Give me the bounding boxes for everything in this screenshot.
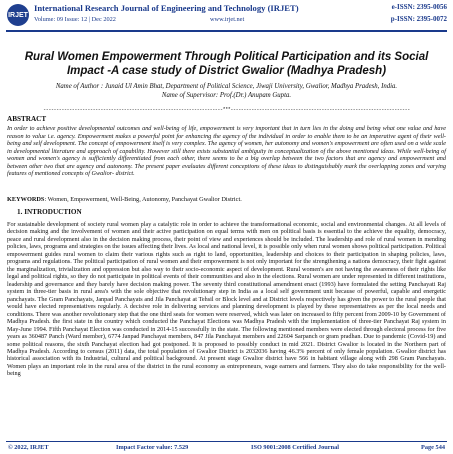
introduction-text: For sustainable development of society rural women play a catalytic role in order to achieve the transformational economic, social and environmental changes. At all levels of decision making and the involvement of women and their active participation on equal terms with men on political basis is essential to the achieve the equality, democracy, peace and rural development also in the decision making process, their point of view and experiences should be included. The leadership and role of rural women in mending policies, laws, programs and strategies on the issues affecting their lives. As local and national level, it is possible only when rural women shows political participation. Political empowerment guides rural women to claim their various rights such as right to land, opportunities, leadership and choices to their participation in shaping policies, laws, programs and regulations. The political participation of rural women and their empowerment is not only important for the strengthening a nations democracy, their fight against the marginalization, trivialization and oppression but also way to their socio-economic aspect of development. Rural women's are not having the awareness of their rights like legal and political rights, so they do not participate in political events of their communities and also in the elections. Rural women are under represented in different institutions, leadership and governance and they barely have decision making power. The seventy third constitutional amendment enact (1993) have formulated the setting Panchayati Raj system in three-tier basis in rural area's with the sole objective that revolutionary step in India as a local self government unit because of powerful, capable and energetic panchayats. The Gram Panchayats, Janpad Panchayats and Jila Panchayat at Tehsil or Block level and at District levels respectively has given the power to the rural people that would have elected representatives regularly. A decisive role in delivering services and planning development is played by these representatives as per the local needs and conditions. There was another revolutionary step that the one third seats for women were reserved, which was later on increased to fifty percent from 2009-10 by Government of Madhya Pradesh. the first state in the country which conducted the Panchayat Elections was Madhya Pradesh with the implementation of three-tier Panchayat Raj system in May-June 1994. Fifth Panchayat Election was conducted in 2014-15 successfully in the state. The following mentioned members were elected through electoral process for five years as 360487 Panch (Ward member), 6774 Janpad Panchayat members, 847 Jila Panchayat members and 22604 Sarpanch or gram pradhan. Due to pandemic (Covid-19) and some political reasons, the sixth Panchayat election had got postponed. It is proposed to possibly conduct in mid 2021. District Gwalior is located in the Northern part of Madhya Pradesh. According to census (2011) data, the total population of Gwalior District is 2032036 having 46.3% percent of only female population. Gwalior district has historical association with its Industrial, cultural and political background. At present stage Gwalior district have 566 in habitant village along with 298 Gram Panchayats. Women plays an important role in the rural area of the district in the rural economy as entrepreneurs, wage earners and farmers. They also do take responsibility for the well-being — [7, 221, 446, 378]
keywords-list: : Women, Empowerment, Well-Being, Autonomy, Panchayat Gwalior District. — [44, 196, 242, 203]
e-issn: e-ISSN: 2395-0056 — [391, 3, 447, 11]
copyright: © 2022, IRJET — [8, 444, 49, 451]
impact-factor: Impact Factor value: 7.529 — [116, 444, 189, 451]
journal-title: International Research Journal of Engineering and Technology (IRJET) — [34, 3, 299, 13]
keywords — [7, 196, 446, 203]
keywords-label: KEYWORDS — [7, 196, 45, 203]
author-block — [20, 83, 433, 100]
page-number: Page 544 — [421, 444, 445, 451]
irjet-logo: IRJET — [7, 4, 29, 26]
section-heading: 1. INTRODUCTION — [17, 208, 82, 216]
abstract-text: In order to achieve positive developmental outcomes and well-being of life, empowerment is very important that in turn lies in the doing and being what one value and have reason to value i.e. agency. Empowerment makes a powerful point for enhancing the agency of the individual in order to enable them to be an imperative agent of their well-being and self development. The concept of empowerment itself is very complex. The agency of women, her autonomy and women's empowerment are often used on a wide scale in developmental literature and approach of capability. However still there exists substantial ambiguity in conceptualization of the above mentioned ideas. While well-being of women and women's agency is sufficiently differentiated from each other, there seems to be a big overlap between the two factors that are agency and empowerment and between other two that are agency and autonomy. The present paper evaluates different conceptions of these ideas to distinguishably mark the overlapping zones and varying features of mentioned concepts of Gwalior- district. — [7, 125, 446, 178]
header-rule — [6, 30, 447, 32]
iso-cert: ISO 9001:2008 Certified Journal — [251, 444, 339, 451]
paper-title: Rural Women Empowerment Through Political Participation and its Social Impact -A case study of District Gwalior (Madhya Pradesh) — [24, 51, 429, 77]
separator: ---------------------------------------------------------------------***--------------------------------------------------------------------- — [43, 107, 410, 113]
author-line: Name of Author : Junaid Ul Amin Bhat, Department of Political Science, Jiwaji University, Gwalior, Madhya Pradesh, India. — [55, 83, 398, 90]
journal-header — [0, 0, 453, 38]
volume-issue: Volume: 09 Issue: 12 | Dec 2022 — [34, 16, 116, 23]
p-issn: p-ISSN: 2395-0072 — [390, 15, 447, 23]
supervisor-line: Name of Supervisor: Prof.(Dr.) Anupam Gupta. — [161, 91, 292, 99]
journal-url[interactable]: www.irjet.net — [210, 16, 245, 23]
abstract-heading: ABSTRACT — [7, 115, 47, 123]
page-footer — [6, 441, 447, 454]
